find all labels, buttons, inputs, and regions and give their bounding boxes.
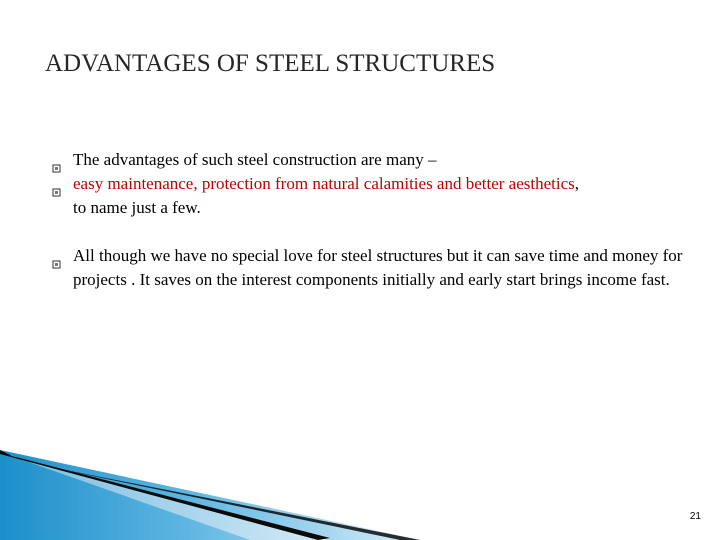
- page-number: 21: [689, 511, 701, 522]
- bullet-text-comma: ,: [574, 174, 580, 193]
- decorative-swoosh: [0, 450, 720, 540]
- bullet-list: [50, 148, 690, 292]
- highlighted-text: easy maintenance, protection from natural calamities and better aesthetics: [73, 174, 575, 193]
- bullet-text-continuation: to name just a few.: [73, 198, 201, 217]
- square-bullet-icon: [52, 180, 61, 189]
- square-bullet-icon: [52, 252, 61, 261]
- bullet-item: [50, 172, 690, 220]
- slide-title: ADVANTAGES OF STEEL STRUCTURES: [45, 50, 496, 77]
- bullet-item: [50, 244, 690, 292]
- bullet-text: The advantages of such steel construction are many –: [73, 150, 437, 169]
- bullet-item: [50, 148, 690, 172]
- square-bullet-icon: [52, 156, 61, 165]
- bullet-text: All though we have no special love for steel structures but it can save time and money for projects . It saves on the interest components initially and early start brings income fast.: [73, 246, 683, 289]
